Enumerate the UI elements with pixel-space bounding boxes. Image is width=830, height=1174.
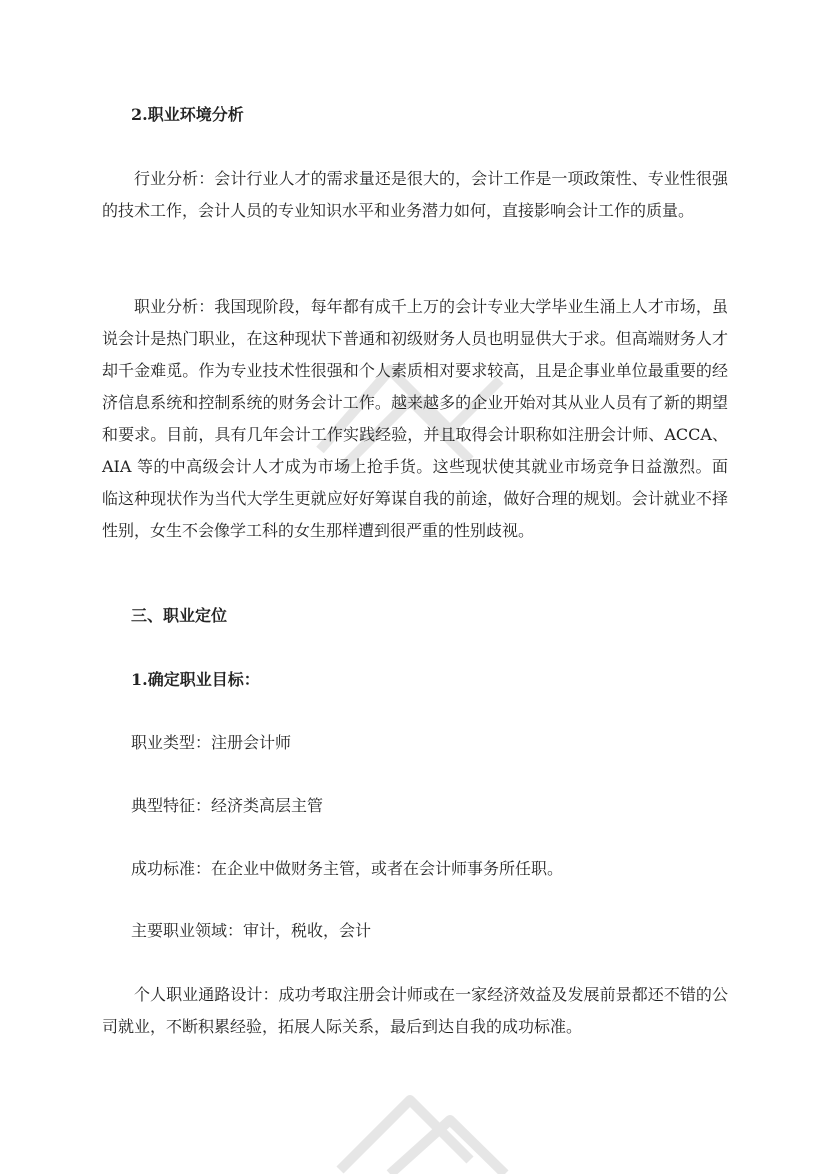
goal-heading: 1.确定职业目标：: [131, 670, 260, 689]
main-fields-line: 主要职业领域：审计，税收，会计: [131, 921, 372, 940]
section-3-heading: 三、职业定位: [131, 606, 228, 625]
watermark-graphic-bottom: [330, 1080, 510, 1174]
section-2-heading: 2.职业环境分析: [131, 105, 244, 124]
career-analysis-paragraph: 职业分析：我国现阶段，每年都有成千上万的会计专业大学毕业生涌上人才市场，虽说会计是热门职业，在这种现状下普通和初级财务人员也明显供大于求。但高端财务人才却千金难觅。作为专业技术性很强和个人素质相对要求较高，且是企事业单位最重要的经济信息系统和控制系统的财务会计工作。越来越多的企业开始对其从业人员有了新的期望和要求。目前，具有几年会计工作实践经验，并且取得会计职称如注册会计师、ACCA、AIA 等的中高级会计人才成为市场上抢手货。这些现状使其就业市场竞争日益激烈。面临这种现状作为当代大学生更就应好好筹谋自我的前途，做好合理的规划。会计就业不择性别，女生不会像学工科的女生那样遭到很严重的性别歧视。: [102, 297, 728, 540]
industry-analysis-paragraph: 行业分析：会计行业人才的需求量还是很大的，会计工作是一项政策性、专业性很强的技术工作，会计人员的专业知识水平和业务潜力如何，直接影响会计工作的质量。: [102, 169, 728, 220]
career-path-paragraph: 个人职业通路设计：成功考取注册会计师或在一家经济效益及发展前景都还不错的公司就业，不断积累经验，拓展人际关系，最后到达自我的成功标准。: [102, 985, 728, 1036]
career-type-line: 职业类型：注册会计师: [131, 733, 292, 752]
typical-features-line: 典型特征：经济类高层主管: [131, 796, 324, 815]
success-standard-line: 成功标准：在企业中做财务主管，或者在会计师事务所任职。: [131, 859, 564, 878]
